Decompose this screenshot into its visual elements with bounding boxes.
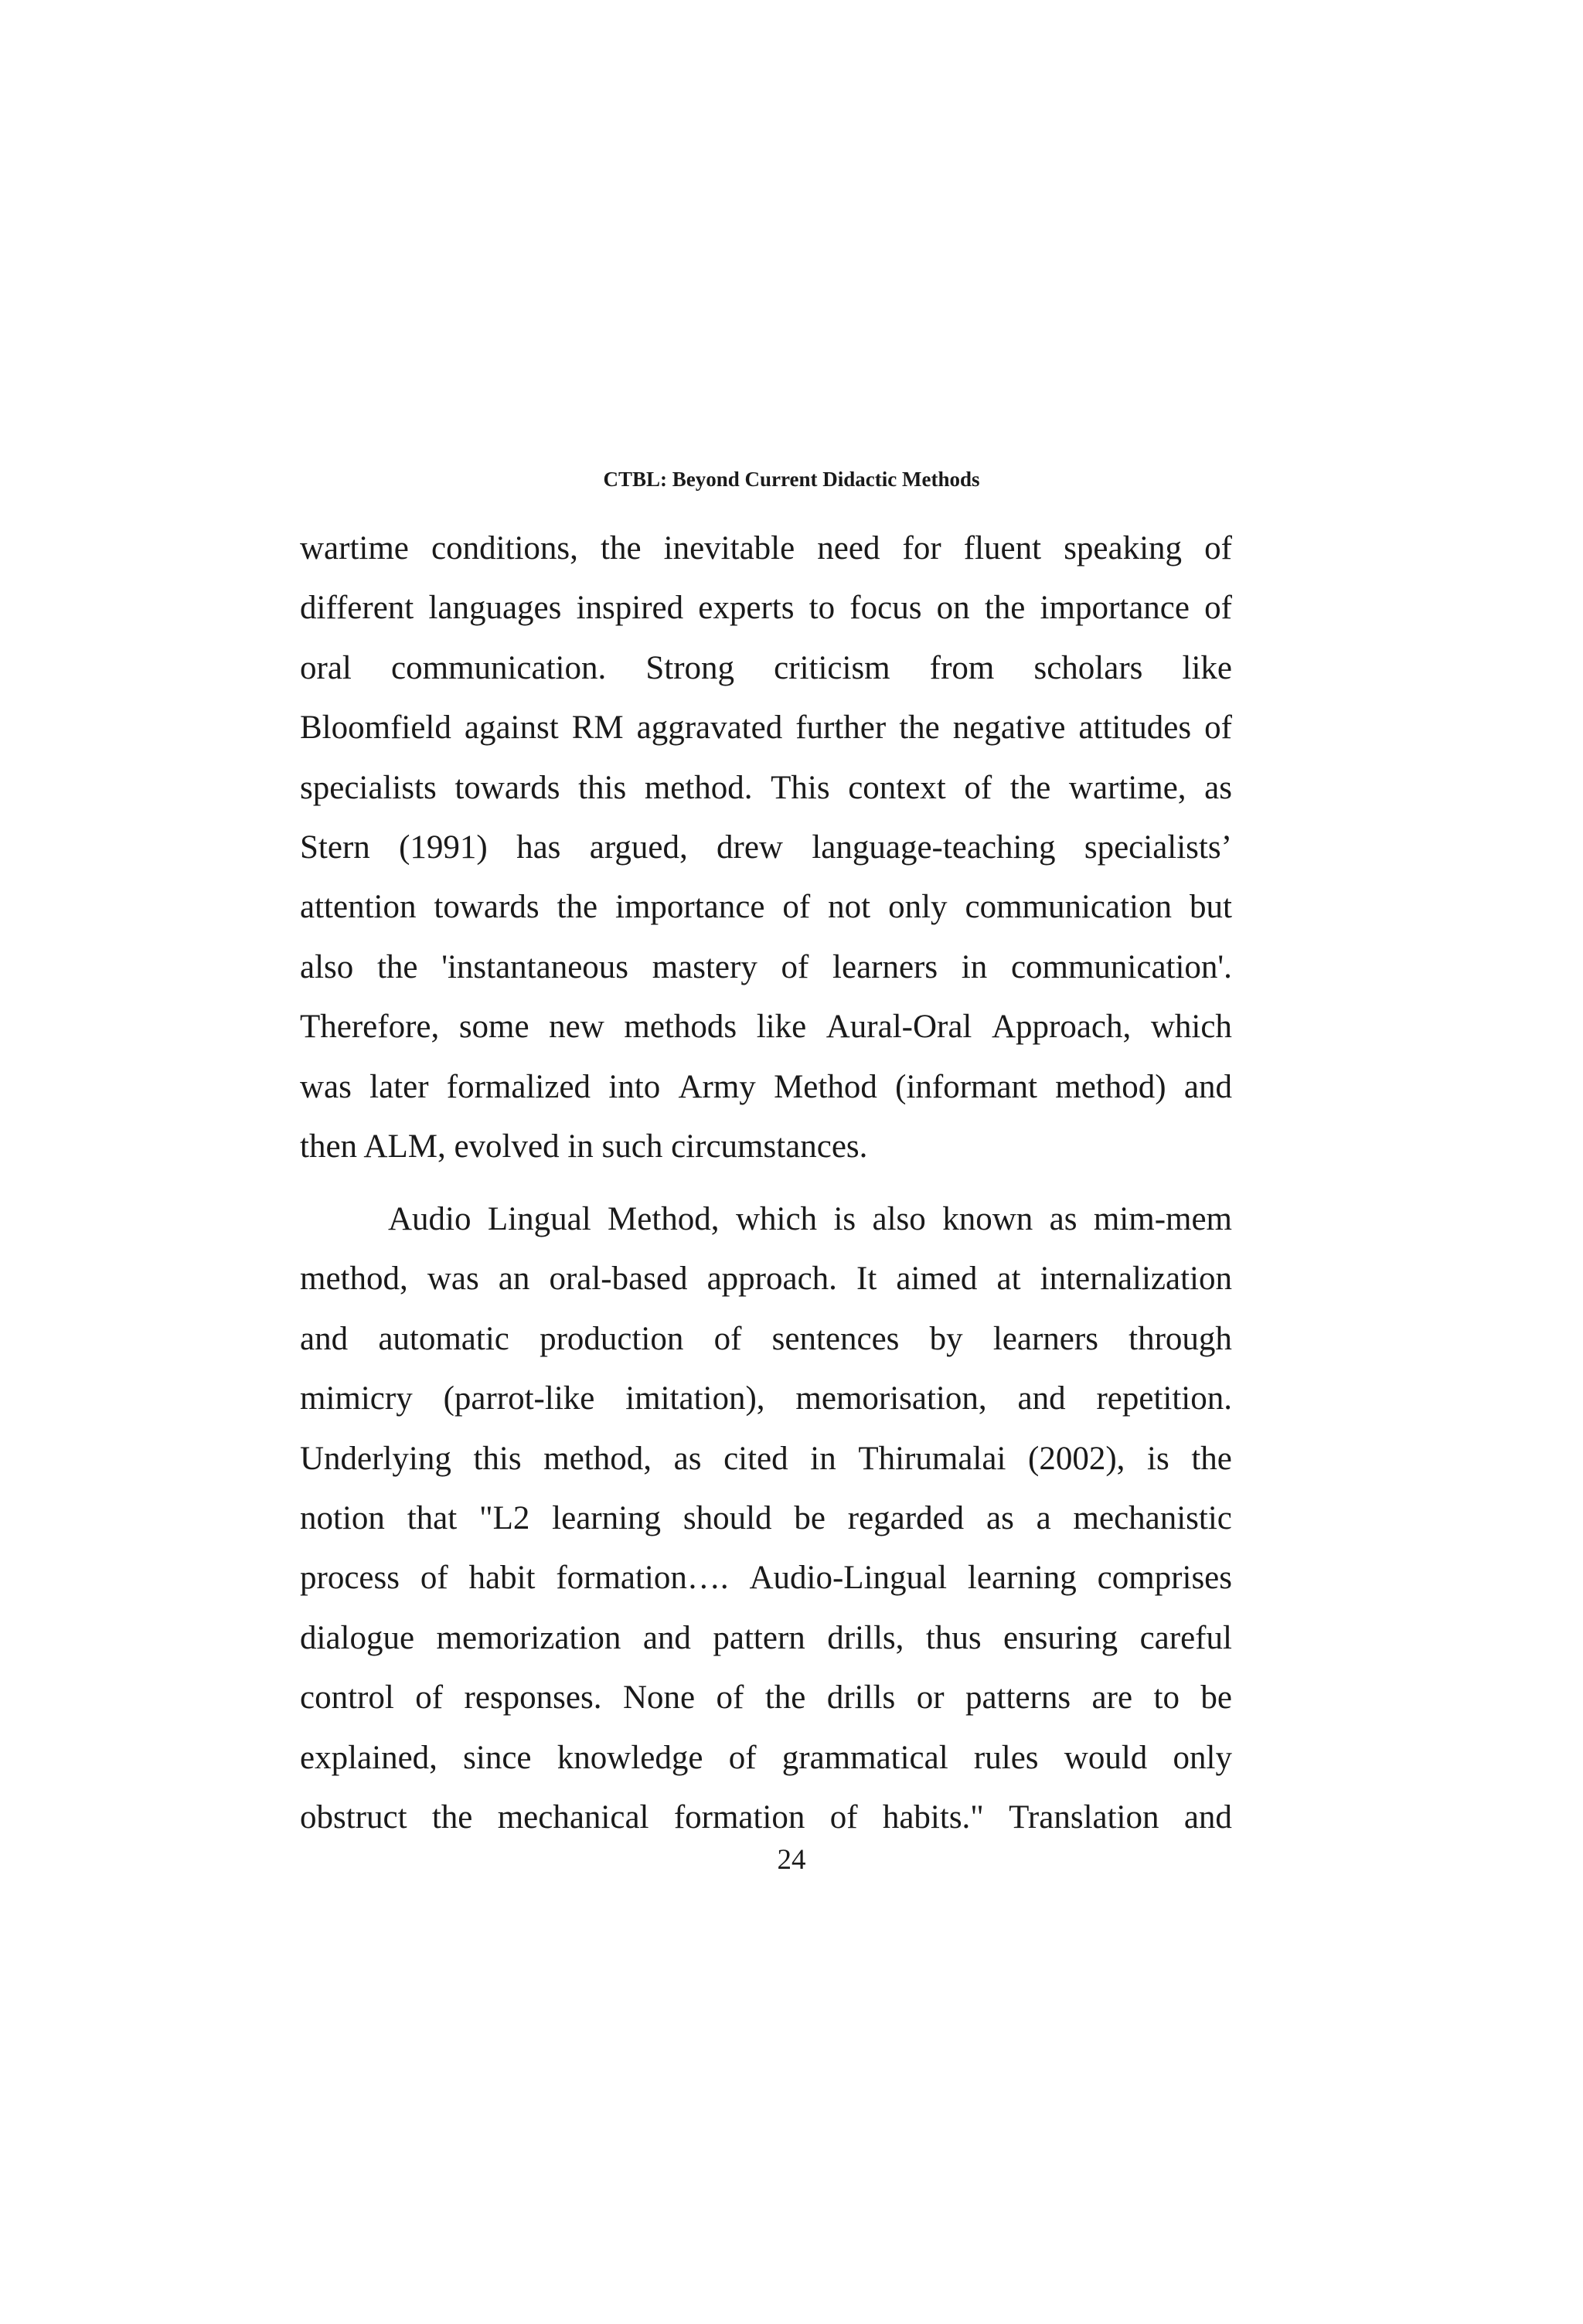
paragraph-1	[300, 519, 1232, 1176]
text-line: obstruct the mechanical formation of habits." Translation and	[300, 1798, 1232, 1836]
text-line: Therefore, some new methods like Aural-Oral Approach, which	[300, 1009, 1232, 1046]
text-line: Audio Lingual Method, which is also known as mim-mem	[388, 1201, 1232, 1237]
text-line: also the 'instantaneous mastery of learners in communication'.	[300, 948, 1232, 985]
text-line: Stern (1991) has argued, drew language-teaching specialists’	[300, 829, 1232, 866]
text-line: control of responses. None of the drills or patterns are to be	[300, 1679, 1232, 1717]
text-line: was later formalized into Army Method (informant method) and	[300, 1068, 1232, 1105]
text-line: specialists towards this method. This context of the wartime, as	[300, 769, 1232, 806]
text-line: oral communication. Strong criticism from scholars like	[300, 649, 1232, 686]
running-header: CTBL: Beyond Current Didactic Methods	[603, 468, 980, 491]
text-line: process of habit formation…. Audio-Lingual learning comprises	[300, 1560, 1232, 1597]
text-line: method, was an oral-based approach. It aimed at internalization	[300, 1261, 1232, 1298]
text-line: and automatic production of sentences by learners through	[300, 1320, 1232, 1357]
text-line: mimicry (parrot-like imitation), memorisation, and repetition.	[300, 1380, 1232, 1417]
text-line: wartime conditions, the inevitable need for fluent speaking of	[300, 530, 1232, 567]
text-line: attention towards the importance of not only communication but	[300, 889, 1232, 926]
text-line: different languages inspired experts to focus on the importance of	[300, 590, 1232, 627]
paragraph-2	[300, 1189, 1232, 1847]
text-line: dialogue memorization and pattern drills, thus ensuring careful	[300, 1619, 1232, 1656]
text-line: Bloomfield against RM aggravated further the negative attitudes of	[300, 709, 1232, 747]
text-line: Underlying this method, as cited in Thirumalai (2002), is the	[300, 1440, 1232, 1477]
text-line: explained, since knowledge of grammatical rules would only	[300, 1739, 1232, 1776]
text-line: then ALM, evolved in such circumstances.	[300, 1128, 868, 1165]
page-number: 24	[777, 1844, 806, 1876]
text-line: notion that "L2 learning should be regarded as a mechanistic	[300, 1499, 1232, 1536]
